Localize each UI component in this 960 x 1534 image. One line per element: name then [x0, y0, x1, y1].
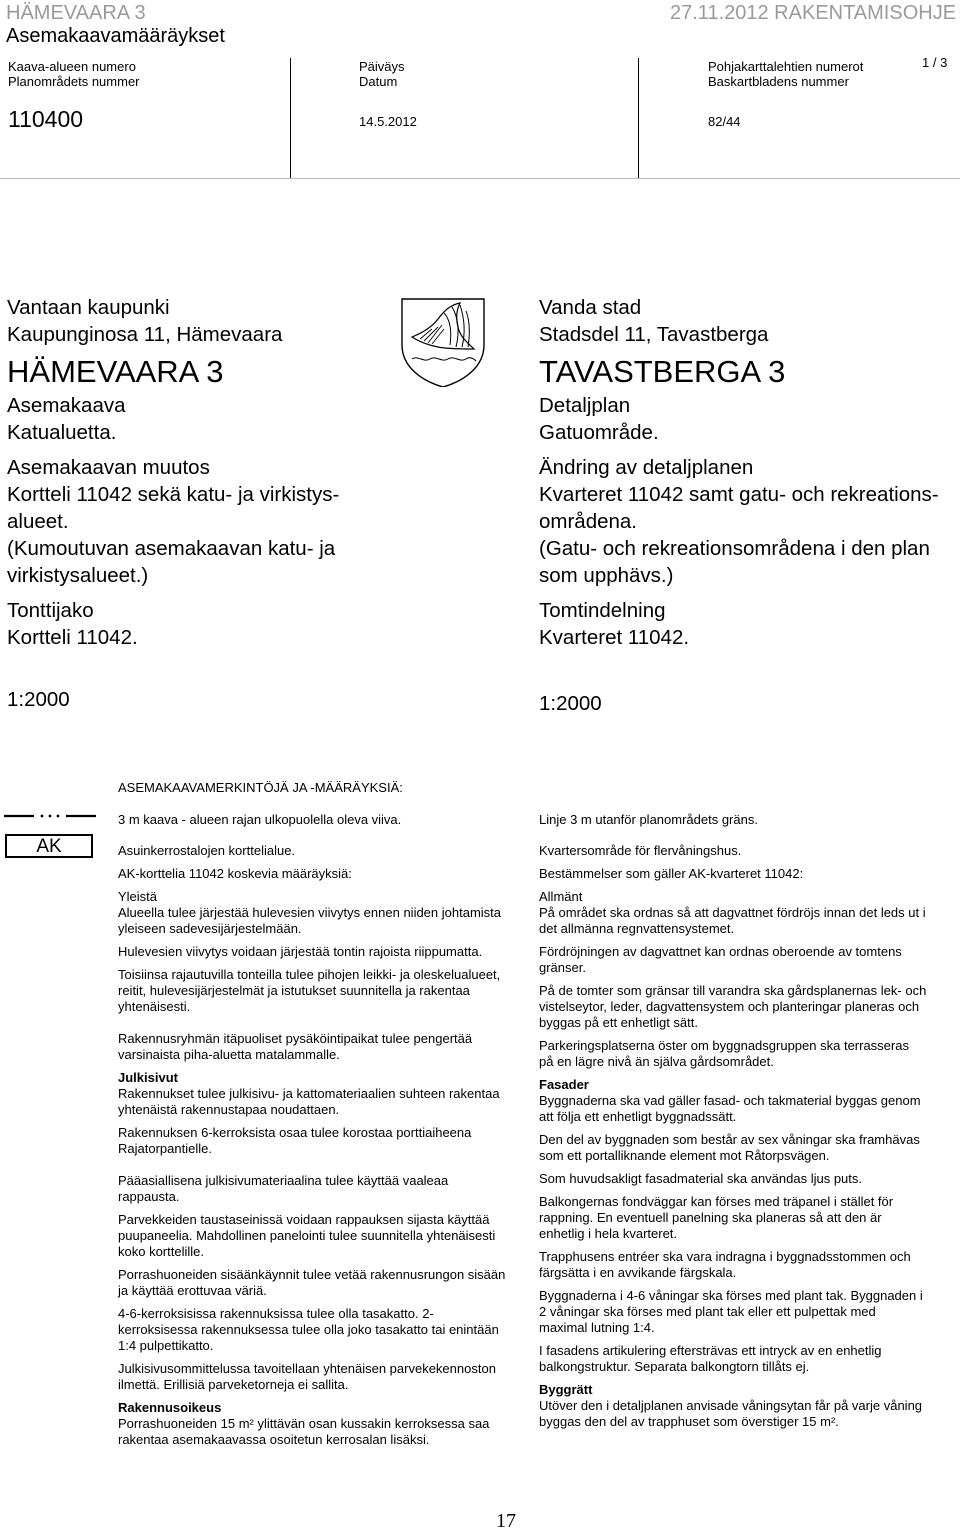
district: Kaupunginosa 11, Hämevaara — [7, 323, 283, 346]
city: Vanda stad — [539, 296, 642, 319]
date-label-fi: Päiväys — [359, 59, 405, 74]
plan-change-detail: virkistysalueet.) — [7, 564, 149, 587]
plan-change: Ändring av detaljplanen — [539, 456, 754, 479]
plan-title: TAVASTBERGA 3 — [539, 354, 786, 389]
legend-line-fi: 3 m kaava - alueen rajan ulkopuolella oleva viiva. — [118, 812, 402, 827]
plan-type: Asemakaava — [7, 394, 126, 417]
dash-dot-line-symbol — [4, 807, 96, 821]
title-block-sv — [539, 294, 939, 651]
doc-title: HÄMEVAARA 3 — [6, 2, 146, 24]
regulation: Som huvudsakligt fasadmaterial ska användas ljus puts. — [539, 1171, 863, 1186]
regulation: Porrashuoneiden 15 m² ylittävän osan kussakin kerroksessa saa rakentaa asemakaavassa osoitetun kerrosalan lisäksi. — [118, 1416, 490, 1447]
city: Vantaan kaupunki — [7, 296, 170, 319]
sheet-label-sv: Baskartbladens nummer — [708, 74, 849, 89]
scale: 1:2000 — [539, 692, 602, 715]
regulation: Rakennusryhmän itäpuoliset pysäköintipaikat tulee pengertää varsinaista piha-aluetta matalammalle. — [118, 1031, 473, 1062]
plan-title: HÄMEVAARA 3 — [7, 354, 224, 389]
legend-ak-fi: Asuinkerrostalojen korttelialue. — [118, 843, 296, 858]
regulation: Rakennukset tulee julkisivu- ja kattomateriaalien suhteen rakentaa yhtenäistä rakennustapaa noudattaen. — [118, 1086, 500, 1117]
regulation: Utöver den i detaljplanen anvisade våningsytan får på varje våning byggas den del av trapphuset som överstiger 15 m². — [539, 1398, 923, 1429]
legend-heading: ASEMAKAAVAMERKINTÖJÄ JA -MÄÄRÄYKSIÄ: — [118, 780, 403, 795]
plan-change-detail: alueet. — [7, 510, 69, 533]
doc-subtitle: Asemakaavamääräykset — [6, 25, 225, 47]
area-number-label-sv: Planområdets nummer — [8, 74, 140, 89]
regulation: 4-6-kerroksisissa rakennuksissa tulee olla tasakatto. 2-kerroksisessa rakennuksessa tulee olla joko tasakatto tai enintään 1:4 pulpettikatto. — [118, 1306, 499, 1353]
plot-division-block: Kortteli 11042. — [7, 626, 138, 649]
title-block-fi — [7, 294, 339, 651]
plan-date: 14.5.2012 — [359, 114, 417, 129]
section-heading: Yleistä — [118, 889, 158, 904]
plan-change-detail: som upphävs.) — [539, 564, 674, 587]
plan-area: Gatuområde. — [539, 421, 659, 444]
area-number-label-fi: Kaava-alueen numero — [8, 59, 136, 74]
regulation: Alueella tulee järjestää hulevesien viivytys ennen niiden johtamista yleiseen sadevesijärjestelmään. — [118, 905, 502, 936]
sheet-label-fi: Pohjakarttalehtien numerot — [708, 59, 864, 74]
plan-type: Detaljplan — [539, 394, 631, 417]
section-heading: Rakennusoikeus — [118, 1400, 222, 1415]
regulations-sv — [539, 866, 927, 1437]
regulation: Byggnaderna i 4-6 våningar ska förses med plant tak. Byggnaden i 2 våningar ska förses med plant tak eller ett pulpettak med maximal lutning 1:4. — [539, 1288, 923, 1335]
area-number: 110400 — [8, 106, 84, 132]
regulation: Parvekkeiden taustaseinissä voidaan rappauksen sijasta käyttää puupaneelia. Mahdollinen panelointi tulee suunnitella yhtenäisesti koko korttelille. — [118, 1212, 496, 1259]
regulation: Fördröjningen av dagvattnet kan ordnas oberoende av tomtens gränser. — [539, 944, 902, 975]
regulation: Parkeringsplatserna öster om byggnadsgruppen ska terrasseras på en lägre nivå än själva gårdsområdet. — [539, 1038, 909, 1069]
plan-change: Asemakaavan muutos — [7, 456, 210, 479]
district: Stadsdel 11, Tavastberga — [539, 323, 769, 346]
legend-line-sv: Linje 3 m utanför planområdets gräns. — [539, 812, 758, 827]
plot-division-block: Kvarteret 11042. — [539, 626, 690, 649]
plan-change-detail: (Gatu- och rekreationsområdena i den plan — [539, 537, 930, 560]
page-number: 17 — [496, 1510, 516, 1532]
plan-area: Katualuetta. — [7, 421, 117, 444]
plan-change-detail: Kortteli 11042 sekä katu- ja virkistys- — [7, 483, 340, 506]
plan-change-detail: områdena. — [539, 510, 638, 533]
date-label-sv: Datum — [359, 74, 398, 89]
doc-date: 27.11.2012 RAKENTAMISOHJE — [670, 2, 957, 24]
section-heading: Allmänt — [539, 889, 583, 904]
header-divider — [638, 58, 639, 178]
section-heading: Fasader — [539, 1077, 589, 1092]
regulation: På de tomter som gränsar till varandra ska gårdsplanernas lek- och vistelseytor, leder, dagvattensystem och planteringar planeras och byggas på ett enhetligt sätt. — [539, 983, 927, 1030]
regulation: På området ska ordnas så att dagvattnet fördröjs innan det leds ut i det allmänna regnvattensystemet. — [539, 905, 926, 936]
regulation: Porrashuoneiden sisäänkäynnit tulee vetää rakennusrungon sisään ja käyttää erottuvaa väriä. — [118, 1267, 506, 1298]
plot-division: Tomtindelning — [539, 599, 666, 622]
regulation: Den del av byggnaden som består av sex våningar ska framhävas som ett portalliknande element mot Råtorpsvägen. — [539, 1132, 920, 1163]
regulation: Julkisivusommittelussa tavoitellaan yhtenäisen parvekekennoston ilmettä. Erillisiä parveketorneja ei sallita. — [118, 1361, 496, 1392]
regulation: I fasadens artikulering eftersträvas ett intryck av en enhetlig balkongstruktur. Separata balkongtorn tillåts ej. — [539, 1343, 882, 1374]
regulation: Hulevesien viivytys voidaan järjestää tontin rajoista riippumatta. — [118, 944, 483, 959]
page-of: 1 / 3 — [922, 55, 948, 70]
scale: 1:2000 — [7, 688, 70, 711]
plan-change-detail: (Kumoutuvan asemakaavan katu- ja — [7, 537, 336, 560]
regulation: Byggnaderna ska vad gäller fasad- och takmaterial byggas genom att följa ett enhetligt byggnadssätt. — [539, 1093, 921, 1124]
regulation: Pääasiallisena julkisivumateriaalina tulee käyttää vaaleaa rappausta. — [118, 1173, 449, 1204]
section-heading: Julkisivut — [118, 1070, 178, 1085]
regulation: Balkongernas fondväggar kan förses med träpanel i stället för rappning. En eventuell panelning ska planeras så att den är enhetlig i hela kvarteret. — [539, 1194, 894, 1241]
plot-division: Tonttijako — [7, 599, 94, 622]
section-heading: Byggrätt — [539, 1382, 593, 1397]
regulation-intro: AK-korttelia 11042 koskevia määräyksiä: — [118, 866, 352, 881]
regulation-intro: Bestämmelser som gäller AK-kvarteret 11042: — [539, 866, 804, 881]
plan-change-detail: Kvarteret 11042 samt gatu- och rekreations- — [539, 483, 939, 506]
regulation: Toisiinsa rajautuvilla tonteilla tulee pihojen leikki- ja oleskelualueet, reitit, hulevesijärjestelmät ja istutukset suunnitella ja rakentaa yhtenäisesti. — [118, 967, 501, 1014]
regulation: Rakennuksen 6-kerroksista osaa tulee korostaa porttiaiheena Rajatorpantielle. — [118, 1125, 472, 1156]
legend-ak-sv: Kvartersområde för flervåningshus. — [539, 843, 742, 858]
header-divider — [290, 58, 291, 178]
regulations-fi — [118, 866, 506, 1455]
header-bottom-rule — [0, 178, 960, 179]
ak-symbol: AK — [5, 834, 93, 858]
vantaa-coat-of-arms-icon — [398, 297, 488, 387]
sheet-number: 82/44 — [708, 114, 741, 129]
regulation: Trapphusens entréer ska vara indragna i byggnadsstommen och färgsätta i en avvikande färgskala. — [539, 1249, 911, 1280]
